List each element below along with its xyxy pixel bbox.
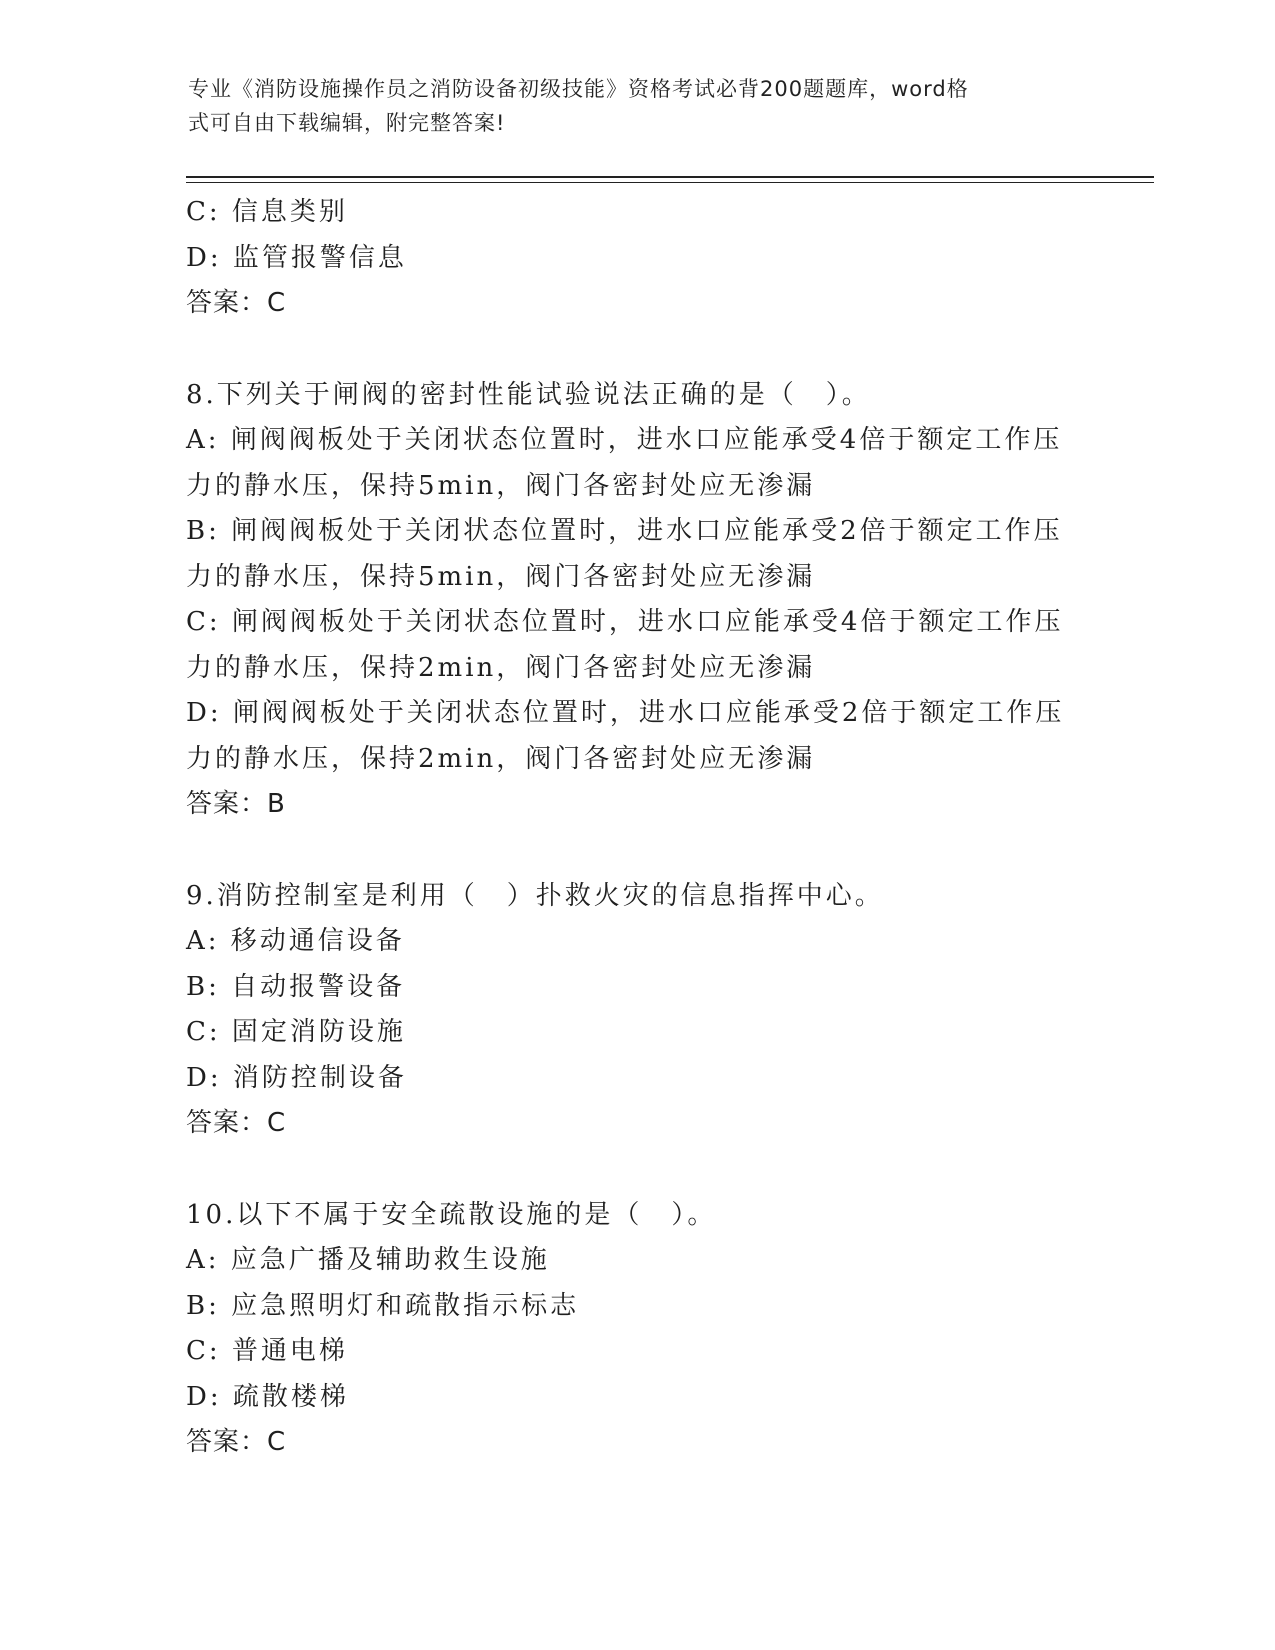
answer-line: 答案：B [186,789,286,819]
option-line: 力的静水压，保持5min，阀门各密封处应无渗漏 [186,470,816,501]
option-line: D: 监管报警信息 [186,242,407,273]
option-line: B: 应急照明灯和疏散指示标志 [186,1290,580,1321]
question-8 [186,373,1086,828]
option-line: B: 自动报警设备 [186,971,406,1002]
option-line: D: 闸阀阀板处于关闭状态位置时，进水口应能承受2倍于额定工作压 [186,698,1065,728]
option-line: 力的静水压，保持5min，阀门各密封处应无渗漏 [186,561,816,592]
question-list [186,190,1086,1466]
question-stem: 9.消防控制室是利用（ ）扑救火灾的信息指挥中心。 [186,880,884,911]
option-line: 力的静水压，保持2min，阀门各密封处应无渗漏 [186,743,816,774]
previous-question-tail [186,190,1086,327]
answer-line: 答案：C [186,1427,287,1457]
option-line: A: 闸阀阀板处于关闭状态位置时，进水口应能承受4倍于额定工作压 [186,425,1063,455]
document-header [188,72,1088,140]
option-line: C: 普通电梯 [186,1336,348,1366]
header-line-1: 专业《消防设施操作员之消防设备初级技能》资格考试必背200题题库，word格 [188,77,969,101]
option-line: A: 应急广播及辅助救生设施 [186,1245,550,1275]
option-line: D: 疏散楼梯 [186,1381,349,1412]
question-stem: 8.下列关于闸阀的密封性能试验说法正确的是（ ）。 [186,379,871,410]
answer-line: 答案：C [186,288,287,318]
option-line: 力的静水压，保持2min，阀门各密封处应无渗漏 [186,652,816,683]
option-line: C: 固定消防设施 [186,1017,406,1047]
answer-line: 答案：C [186,1108,287,1138]
header-line-2: 式可自由下载编辑，附完整答案! [188,111,506,135]
option-line: D: 消防控制设备 [186,1062,407,1093]
option-line: C: 闸阀阀板处于关闭状态位置时，进水口应能承受4倍于额定工作压 [186,607,1064,637]
option-line: A: 移动通信设备 [186,926,405,956]
question-10 [186,1193,1086,1466]
header-divider-thin [186,182,1154,183]
option-line: B: 闸阀阀板处于关闭状态位置时，进水口应能承受2倍于额定工作压 [186,516,1063,546]
question-stem: 10.以下不属于安全疏散设施的是（ ）。 [186,1199,717,1230]
option-line: C: 信息类别 [186,197,348,227]
question-9 [186,874,1086,1147]
header-divider-thick [186,176,1154,178]
